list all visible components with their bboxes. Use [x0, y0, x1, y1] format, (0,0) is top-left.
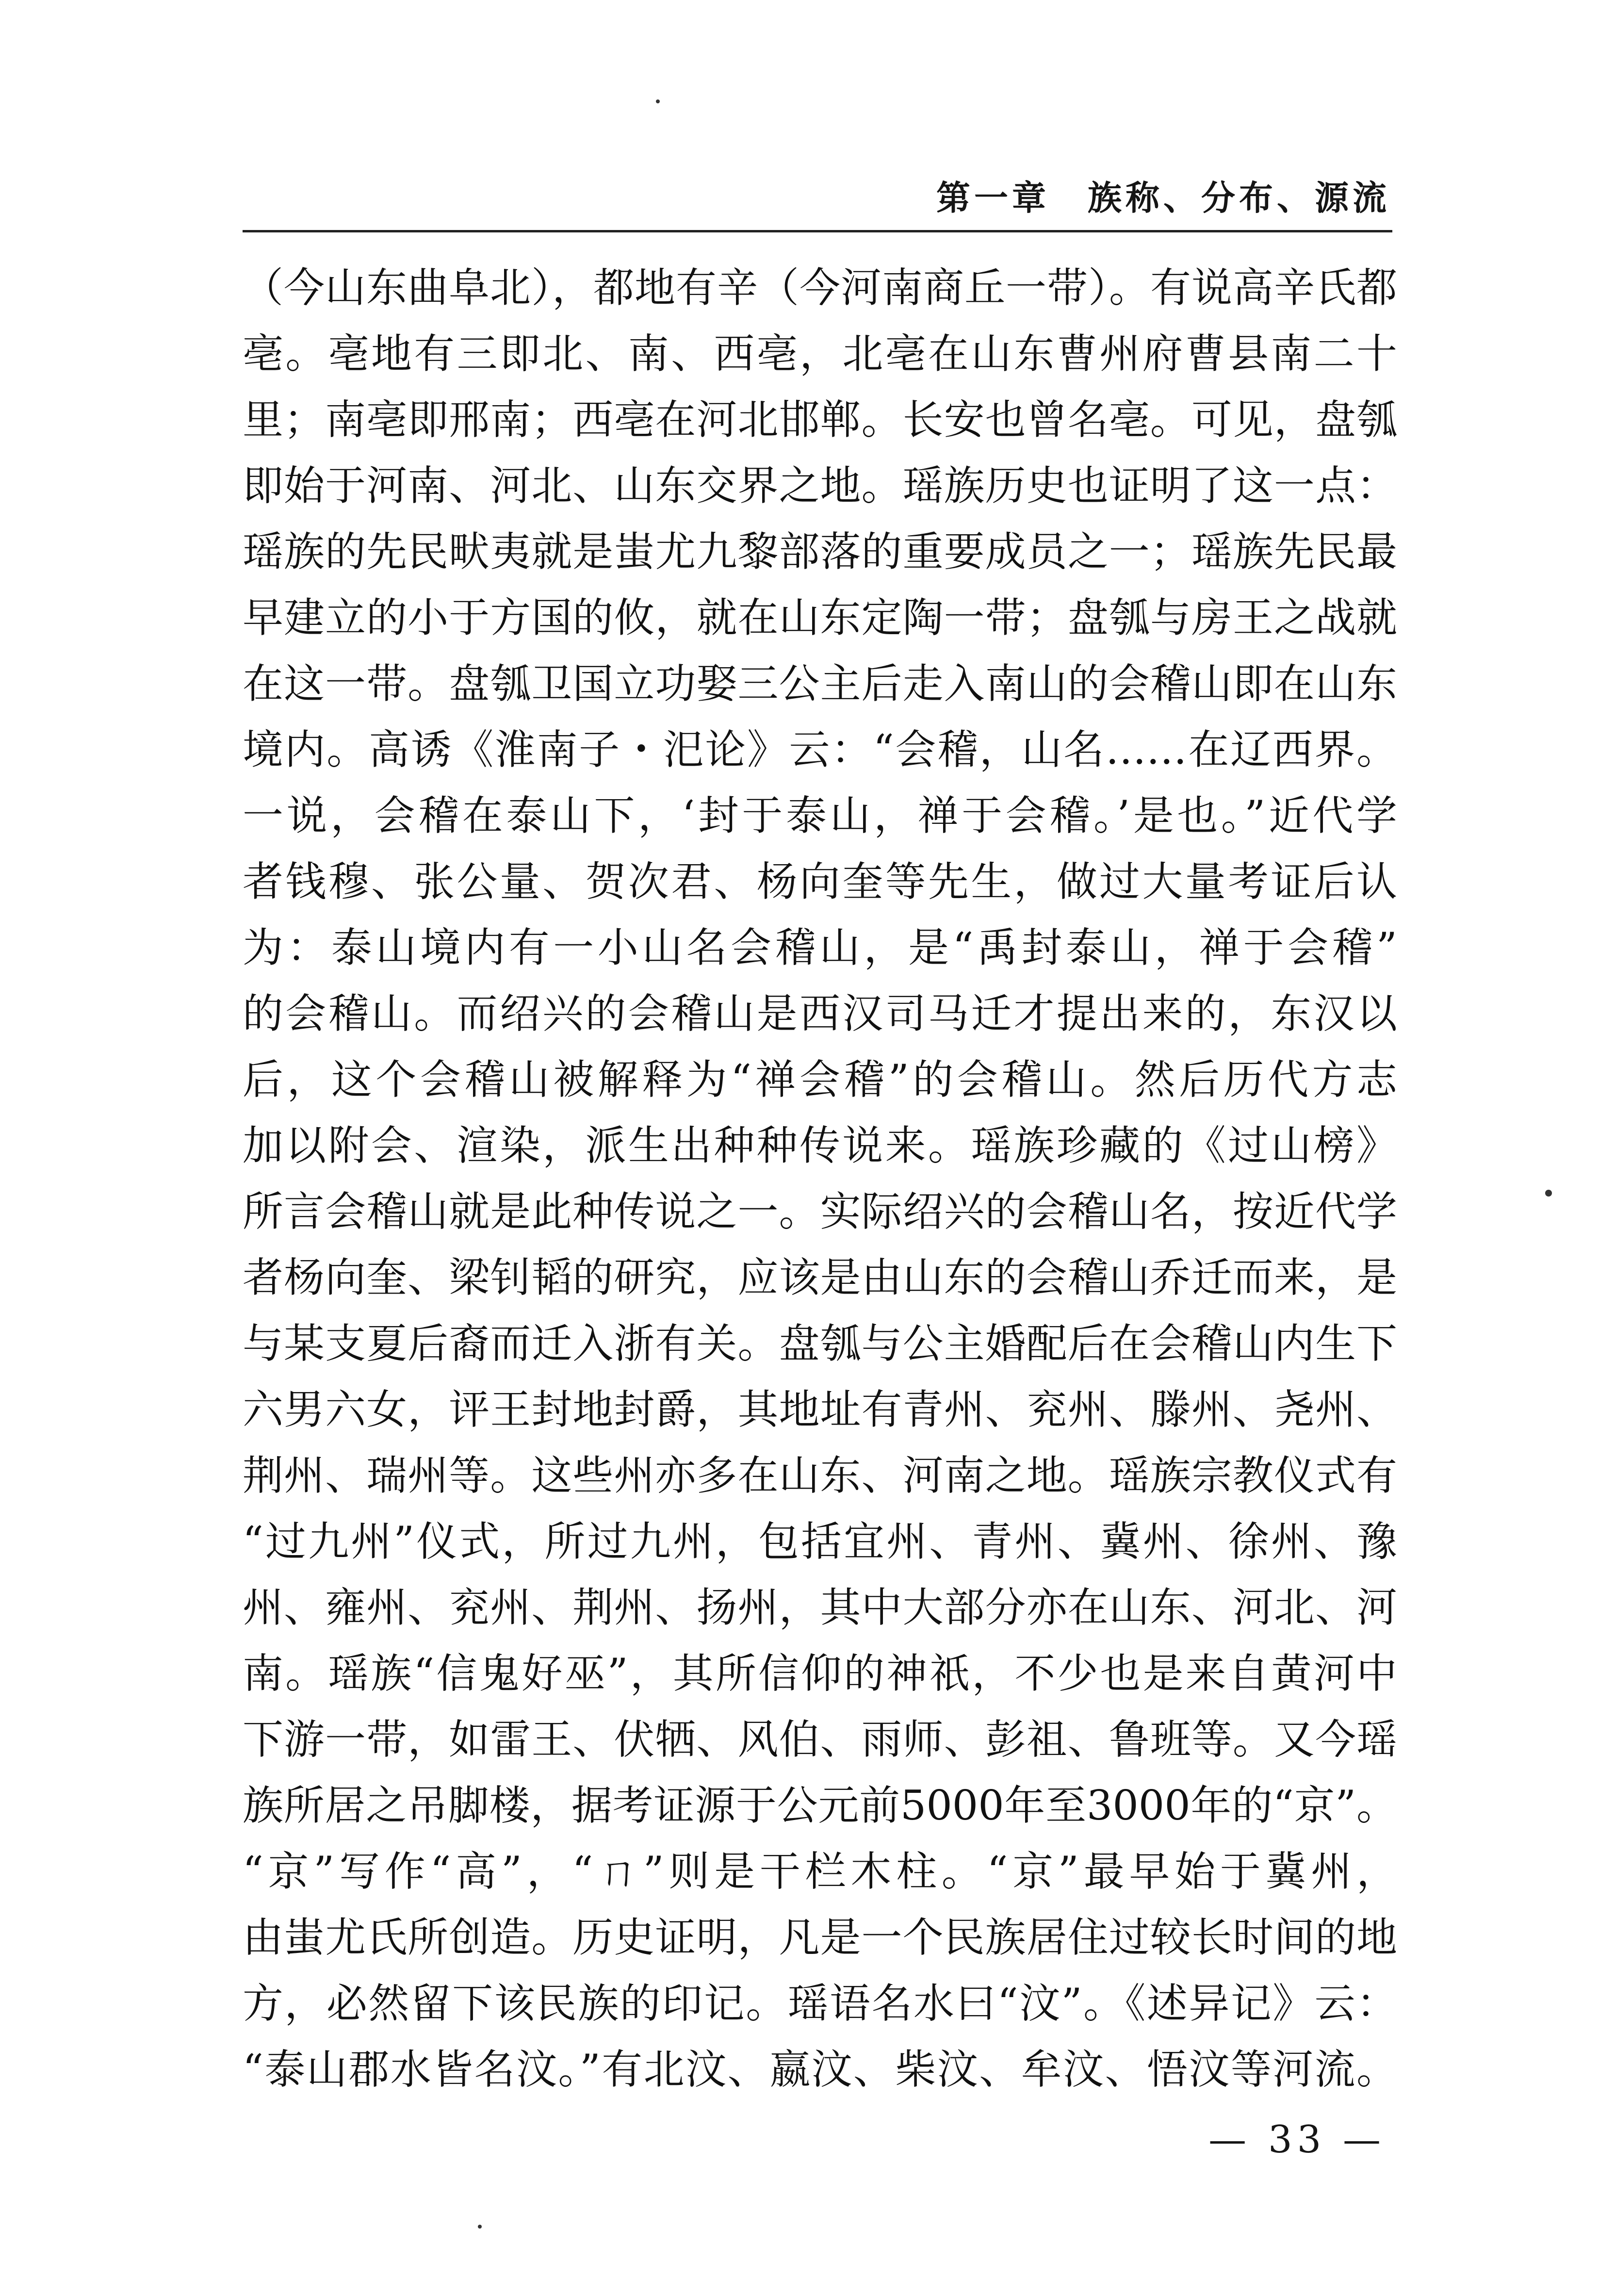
- text-line: 即始于河南、河北、山东交界之地。瑶族历史也证明了这一点：: [243, 462, 1397, 509]
- text-line: 者杨向奎、梁钊韬的研究，应该是由山东的会稽山乔迁而来，是: [243, 1254, 1397, 1301]
- text-line: 瑶族的先民畎夷就是蚩尤九黎部落的重要成员之一；瑶族先民最: [243, 528, 1397, 575]
- running-header: 第一章 族称、分布、源流: [936, 178, 1390, 218]
- scan-speck: [478, 2225, 482, 2229]
- text-line: 后，这个会稽山被解释为“禅会稽”的会稽山。然后历代方志: [243, 1056, 1397, 1103]
- text-line: 里；南亳即邢南；西亳在河北邯郸。长安也曾名亳。可见，盘瓠: [243, 396, 1397, 443]
- text-line: 荆州、瑞州等。这些州亦多在山东、河南之地。瑶族宗教仪式有: [243, 1452, 1397, 1499]
- text-line: “京”写作“⾼”，“ㄇ”则是干栏木柱。“京”最早始于冀州，: [243, 1848, 1397, 1895]
- text-line: 六男六女，评王封地封爵，其地址有青州、兖州、滕州、尧州、: [243, 1386, 1397, 1433]
- scan-speck: [656, 99, 660, 103]
- text-line: 为：泰山境内有一小山名会稽山，是“禹封泰山，禅于会稽”: [243, 924, 1397, 971]
- text-line: 下游一带，如雷王、伏牺、风伯、雨师、彭祖、鲁班等。又今瑶: [243, 1716, 1397, 1763]
- text-line: 南。瑶族“信鬼好巫”，其所信仰的神祇，不少也是来自黄河中: [243, 1650, 1397, 1697]
- text-line: （今山东曲阜北），都地有辛（今河南商丘一带）。有说高辛氏都: [243, 264, 1397, 312]
- page-number: — 33 —: [1208, 2118, 1386, 2162]
- text-line: 由蚩尤氏所创造。历史证明，凡是一个民族居住过较长时间的地: [243, 1914, 1397, 1961]
- text-line: 境内。高诱《淮南子・汜论》云：“会稽，山名……在辽西界。: [243, 726, 1397, 773]
- text-line: 方，必然留下该民族的印记。瑶语名水曰“汶”。《述异记》云：: [243, 1980, 1397, 2027]
- text-line: “过九州”仪式，所过九州，包括宜州、青州、冀州、徐州、豫: [243, 1518, 1397, 1565]
- scan-speck: [1545, 1190, 1552, 1197]
- text-line: 亳。亳地有三即北、南、西亳，北亳在山东曹州府曹县南二十: [243, 330, 1397, 377]
- text-line: 所言会稽山就是此种传说之一。实际绍兴的会稽山名，按近代学: [243, 1188, 1397, 1235]
- text-line: 加以附会、渲染，派生出种种传说来。瑶族珍藏的《过山榜》: [243, 1122, 1397, 1169]
- text-line: “泰山郡水皆名汶。”有北汶、嬴汶、柴汶、牟汶、悟汶等河流。: [243, 2046, 1397, 2093]
- text-line: 族所居之吊脚楼，据考证源于公元前5000年至3000年的“京”。: [243, 1782, 1397, 1829]
- text-line: 的会稽山。而绍兴的会稽山是西汉司马迁才提出来的，东汉以: [243, 990, 1397, 1037]
- text-line: 州、雍州、兖州、荆州、扬州，其中大部分亦在山东、河北、河: [243, 1584, 1397, 1631]
- text-line: 一说，会稽在泰山下，‘封于泰山，禅于会稽。’是也。”近代学: [243, 792, 1397, 839]
- body-text: [243, 255, 1397, 2102]
- text-line: 与某支夏后裔而迁入浙有关。盘瓠与公主婚配后在会稽山内生下: [243, 1320, 1397, 1367]
- text-line: 在这一带。盘瓠卫国立功娶三公主后走入南山的会稽山即在山东: [243, 660, 1397, 707]
- text-line: 者钱穆、张公量、贺次君、杨向奎等先生，做过大量考证后认: [243, 858, 1397, 905]
- text-line: 早建立的小于方国的攸，就在山东定陶一带；盘瓠与房王之战就: [243, 594, 1397, 641]
- header-rule: [243, 230, 1392, 232]
